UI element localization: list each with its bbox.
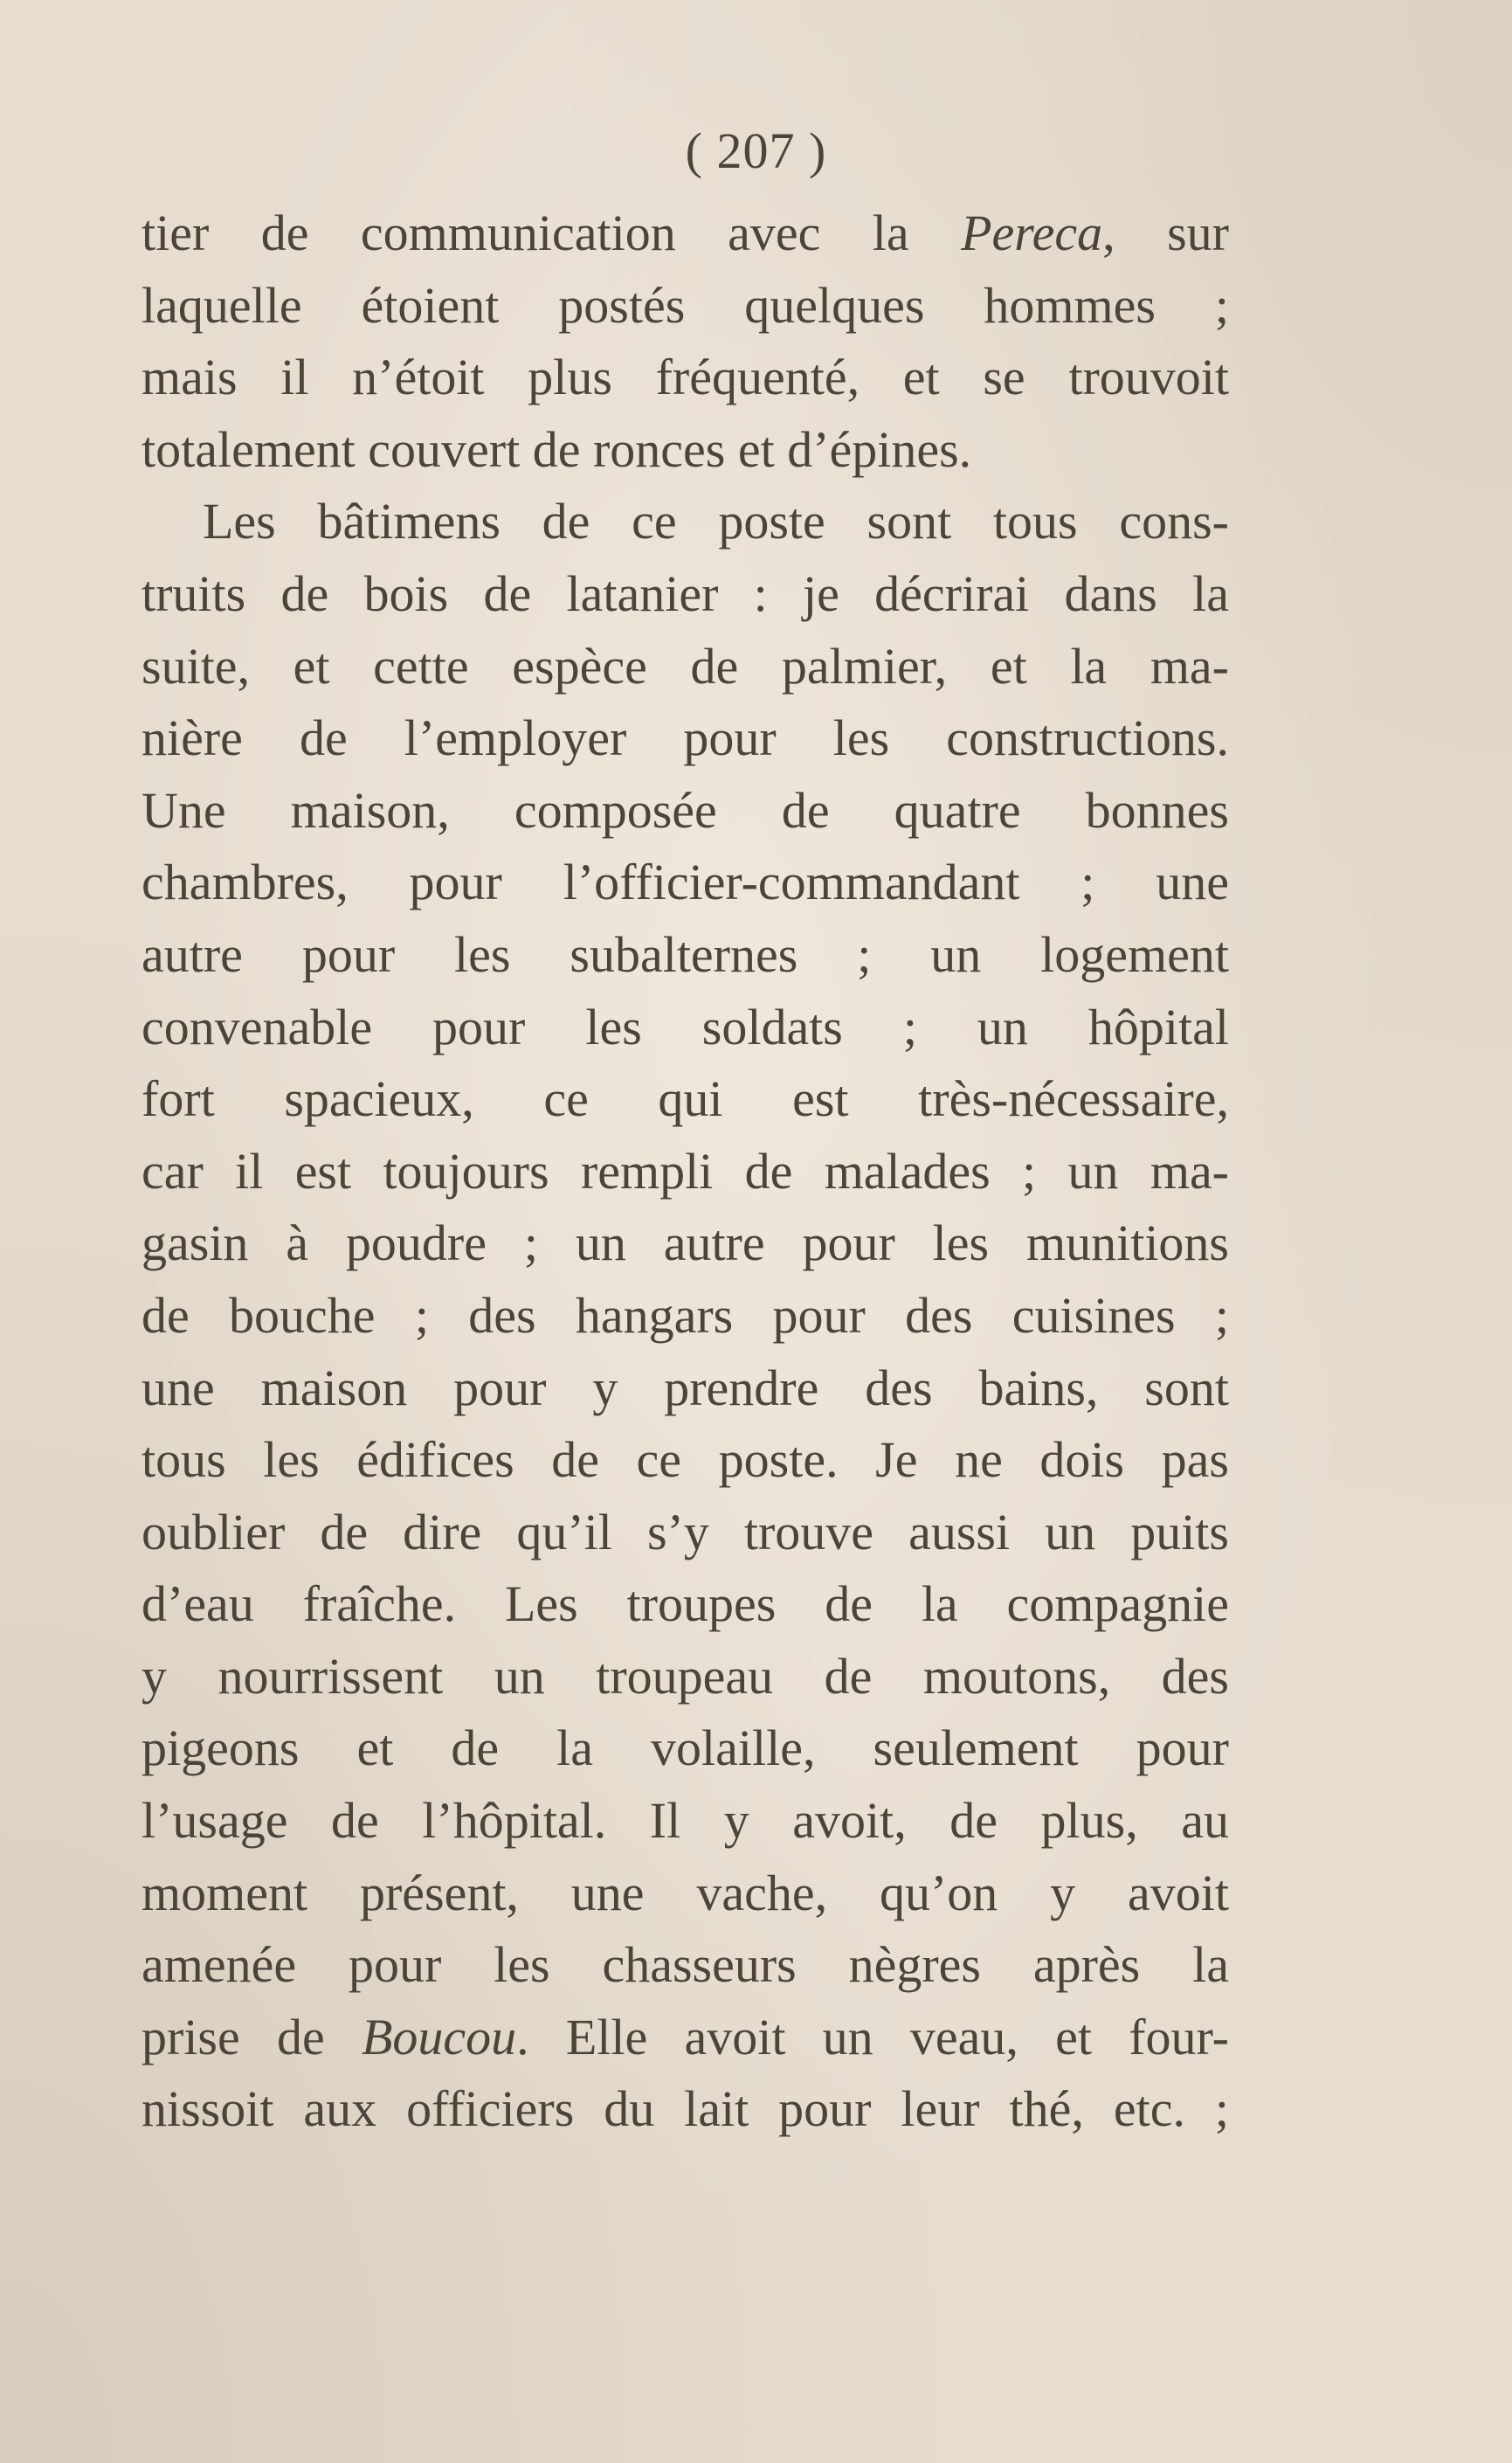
- text-line: tier de communication avec la Pereca, sur: [142, 204, 1229, 261]
- text-line: totalement couvert de ronces et d’épines.: [142, 420, 972, 478]
- text-line: moment présent, une vache, qu’on y avoit: [142, 1864, 1229, 1921]
- text-line: une maison pour y prendre des bains, sont: [142, 1359, 1229, 1416]
- text-line: prise de Boucou. Elle avoit un veau, et four-: [142, 2008, 1229, 2065]
- text-line: Une maison, composée de quatre bonnes: [142, 781, 1229, 839]
- text-line: convenable pour les soldats ; un hôpital: [142, 998, 1229, 1055]
- text-line: oublier de dire qu’il s’y trouve aussi un puits: [142, 1503, 1229, 1560]
- text-line: amenée pour les chasseurs nègres après la: [142, 1936, 1229, 1994]
- text-line: nissoit aux officiers du lait pour leur thé, etc. ;: [142, 2080, 1229, 2138]
- text-line: pigeons et de la volaille, seulement pour: [142, 1719, 1229, 1777]
- body-text: [142, 197, 1229, 2146]
- text-line: Les bâtimens de ce poste sont tous cons-: [203, 493, 1229, 550]
- text-line: car il est toujours rempli de malades ; un ma-: [142, 1142, 1229, 1200]
- page-number: ( 207 ): [685, 122, 827, 179]
- text-line: autre pour les subalternes ; un logement: [142, 925, 1229, 983]
- text-line: truits de bois de latanier : je décrirai dans la: [142, 564, 1229, 622]
- text-line: l’usage de l’hôpital. Il y avoit, de plus, au: [142, 1792, 1229, 1850]
- text-line: d’eau fraîche. Les troupes de la compagnie: [142, 1575, 1229, 1633]
- text-line: fort spacieux, ce qui est très-nécessaire,: [142, 1070, 1229, 1128]
- text-line: nière de l’employer pour les constructions.: [142, 709, 1229, 767]
- text-line: laquelle étoient postés quelques hommes ;: [142, 276, 1229, 334]
- text-line: suite, et cette espèce de palmier, et la ma-: [142, 637, 1229, 695]
- text-line: de bouche ; des hangars pour des cuisines ;: [142, 1286, 1229, 1344]
- text-line: y nourrissent un troupeau de moutons, des: [142, 1647, 1229, 1705]
- text-line: chambres, pour l’officier-commandant ; une: [142, 854, 1229, 911]
- text-line: gasin à poudre ; un autre pour les munitions: [142, 1214, 1229, 1272]
- italic-name: Pereca: [961, 204, 1103, 261]
- text-line: mais il n’étoit plus fréquenté, et se trouvoit: [142, 349, 1229, 406]
- italic-name: Boucou: [361, 2008, 517, 2065]
- text-line: tous les édifices de ce poste. Je ne dois pas: [142, 1431, 1229, 1489]
